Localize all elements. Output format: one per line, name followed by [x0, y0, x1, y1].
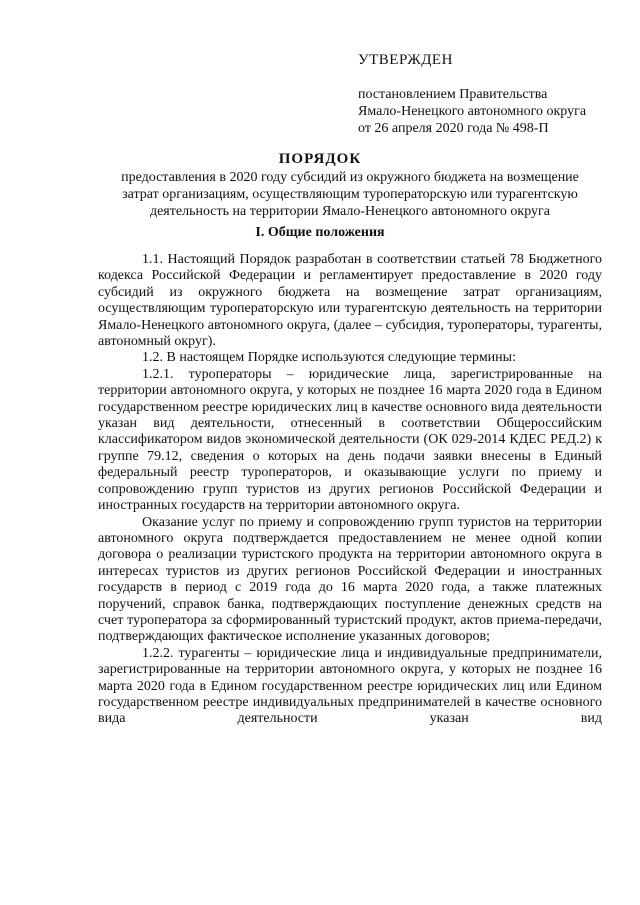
document-body [98, 252, 602, 728]
approval-line: Ямало-Ненецкого автономного округа [358, 104, 587, 119]
paragraph-1-2-1: 1.2.1. туроператоры – юридические лица, зарегистрированные на территории автономного округа, у которых не позднее 16 марта 2020 года в Едином государственном реестре юридических лиц в качестве основного вида деятельности указан вид деятельности, отнесенный в соответствии Общероссийским классификатором видов экономической деятельности (ОК 029-2014 КДЕС РЕД.2) к группе 79.12, сведения о которых на день подачи заявки внесены в Единый федеральный реестр туроператоров, и оказывающие услуги по приему и сопровождению групп туристов из других регионов Российской Федерации и иностранных государств на территории автономного округа. [98, 366, 602, 514]
paragraph-1-2-2: 1.2.2. турагенты – юридические лица и индивидуальные предприниматели, зарегистрированные на территории автономного округа, у которых не позднее 16 марта 2020 года в Едином государственном реестре юридических лиц или Едином государственном реестре индивидуальных предпринимателей в качестве основного вида деятельности указан вид [98, 645, 602, 727]
paragraph-services: Оказание услуг по приему и сопровождению групп туристов на территории автономного округа подтверждается предоставлением не менее одной копии договора о реализации туристского продукта на территории автономного округа в интересах туристов из других регионов Российской Федерации и иностранных государств в период с 2019 года до 16 марта 2020 года, а также платежных поручений, справок банка, подтверждающих поступление денежных средств на счет туроператора за сформированный туристский продукт, актов приема-передачи, подтверждающих фактическое исполнение указанных договоров; [98, 514, 602, 645]
approved-stamp: УТВЕРЖДЕН [358, 52, 453, 68]
subtitle-line: предоставления в 2020 году субсидий из окружного бюджета на возмещение [121, 170, 579, 185]
subtitle-line: деятельность на территории Ямало-Ненецкого автономного округа [149, 204, 551, 219]
paragraph-1-1: 1.1. Настоящий Порядок разработан в соответствии статьей 78 Бюджетного кодекса Российской Федерации и регламентирует предоставление в 2020 году субсидий из окружного бюджета на возмещение затрат организациям, осуществляющим туроператорскую или турагентскую деятельность на территории Ямало-Ненецкого автономного округа, (далее – субсидия, туроператоры, турагенты, автономный округ). [98, 252, 602, 350]
document-subtitle [80, 169, 620, 220]
subtitle-line: затрат организациям, осуществляющим туроператорскую или турагентскую [122, 187, 578, 202]
section-heading: I. Общие положения [255, 225, 385, 240]
approval-line: от 26 апреля 2020 года № 498-П [358, 121, 549, 136]
document-title: ПОРЯДОК [278, 151, 362, 167]
approval-block [358, 52, 608, 137]
approval-line: постановлением Правительства [358, 87, 548, 102]
paragraph-1-2: 1.2. В настоящем Порядке используются следующие термины: [142, 350, 516, 366]
